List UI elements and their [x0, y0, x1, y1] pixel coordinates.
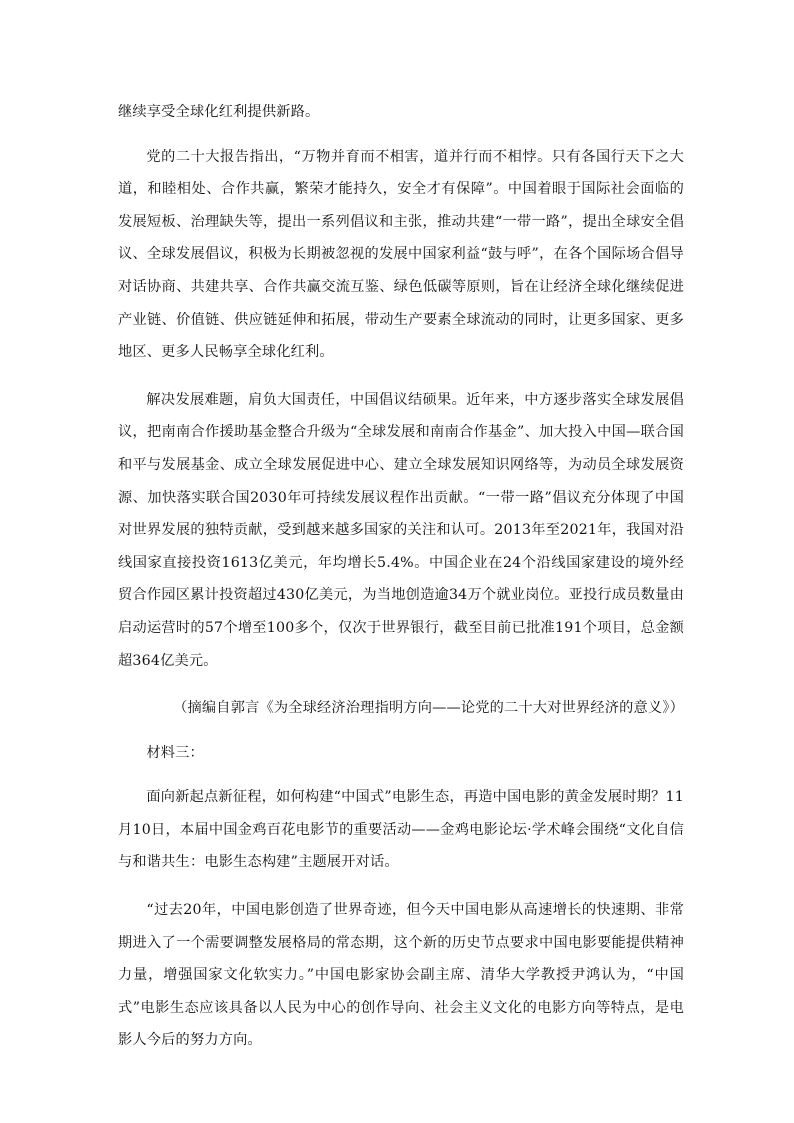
- document-body: [118, 96, 684, 1057]
- paragraph-report-quote: 党的二十大报告指出，“万物并育而不相害，道并行而不相悖。只有各国行天下之大道，和睦相处、合作共赢，繁荣才能持久，安全才有保障”。中国着眼于国际社会面临的发展短板、治理缺失等，提出一系列倡议和主张，推动共建“一带一路”，提出全球安全倡议、全球发展倡议，积极为长期被忽视的发展中国家利益“鼓与呼”，在各个国际场合倡导对话协商、共建共享、合作共赢交流互鉴、绿色低碳等原则，旨在让经济全球化继续促进产业链、价值链、供应链延伸和拓展，带动生产要素全球流动的同时，让更多国家、更多地区、更多人民畅享全球化红利。: [118, 148, 684, 361]
- material-three-heading: 材料三：: [146, 744, 204, 761]
- paragraph-development: 解决发展难题，肩负大国责任，中国倡议结硕果。近年来，中方逐步落实全球发展倡议，把南南合作援助基金整合升级为“全球发展和南南合作基金”、加大投入中国—联合国和平与发展基金、成立全球发展促进中心、建立全球发展知识网络等，为动员全球发展资源、加快落实联合国2030年可持续发展议程作出贡献。“一带一路”倡议充分体现了中国对世界发展的独特贡献，受到越来越多国家的关注和认可。2013年至2021年，我国对沿线国家直接投资1613亿美元，年均增长5.4%。中国企业在24个沿线国家建设的境外经贸合作园区累计投资超过430亿美元，为当地创造逾34万个就业岗位。亚投行成员数量由启动运营时的57个增至100多个，仅次于世界银行，截至目前已批准191个项目，总金额超364亿美元。: [118, 391, 684, 669]
- paragraph-yin-hong-quote: “过去20年，中国电影创造了世界奇迹，但今天中国电影从高速增长的快速期、非常期进入了一个需要调整发展格局的常态期，这个新的历史节点要求中国电影要能提供精神力量，增强国家文化软实力。”中国电影家协会副主席、清华大学教授尹鸿认为，“中国式”电影生态应该具备以人民为中心的创作导向、社会主义文化的电影方向等特点，是电影人今后的努力方向。: [118, 902, 684, 1049]
- source-citation: （摘编自郭言《为全球经济治理指明方向——论党的二十大对世界经济的意义》）: [173, 700, 684, 717]
- paragraph-film-ecology: 面向新起点新征程，如何构建“中国式”电影生态，再造中国电影的黄金发展时期？11月10日，本届中国金鸡百花电影节的重要活动——金鸡电影论坛·学术峰会围绕“文化自信与和谐共生：电影生态构建”主题展开对话。: [118, 789, 684, 871]
- paragraph-continuation: 继续享受全球化红利提供新路。: [118, 104, 320, 120]
